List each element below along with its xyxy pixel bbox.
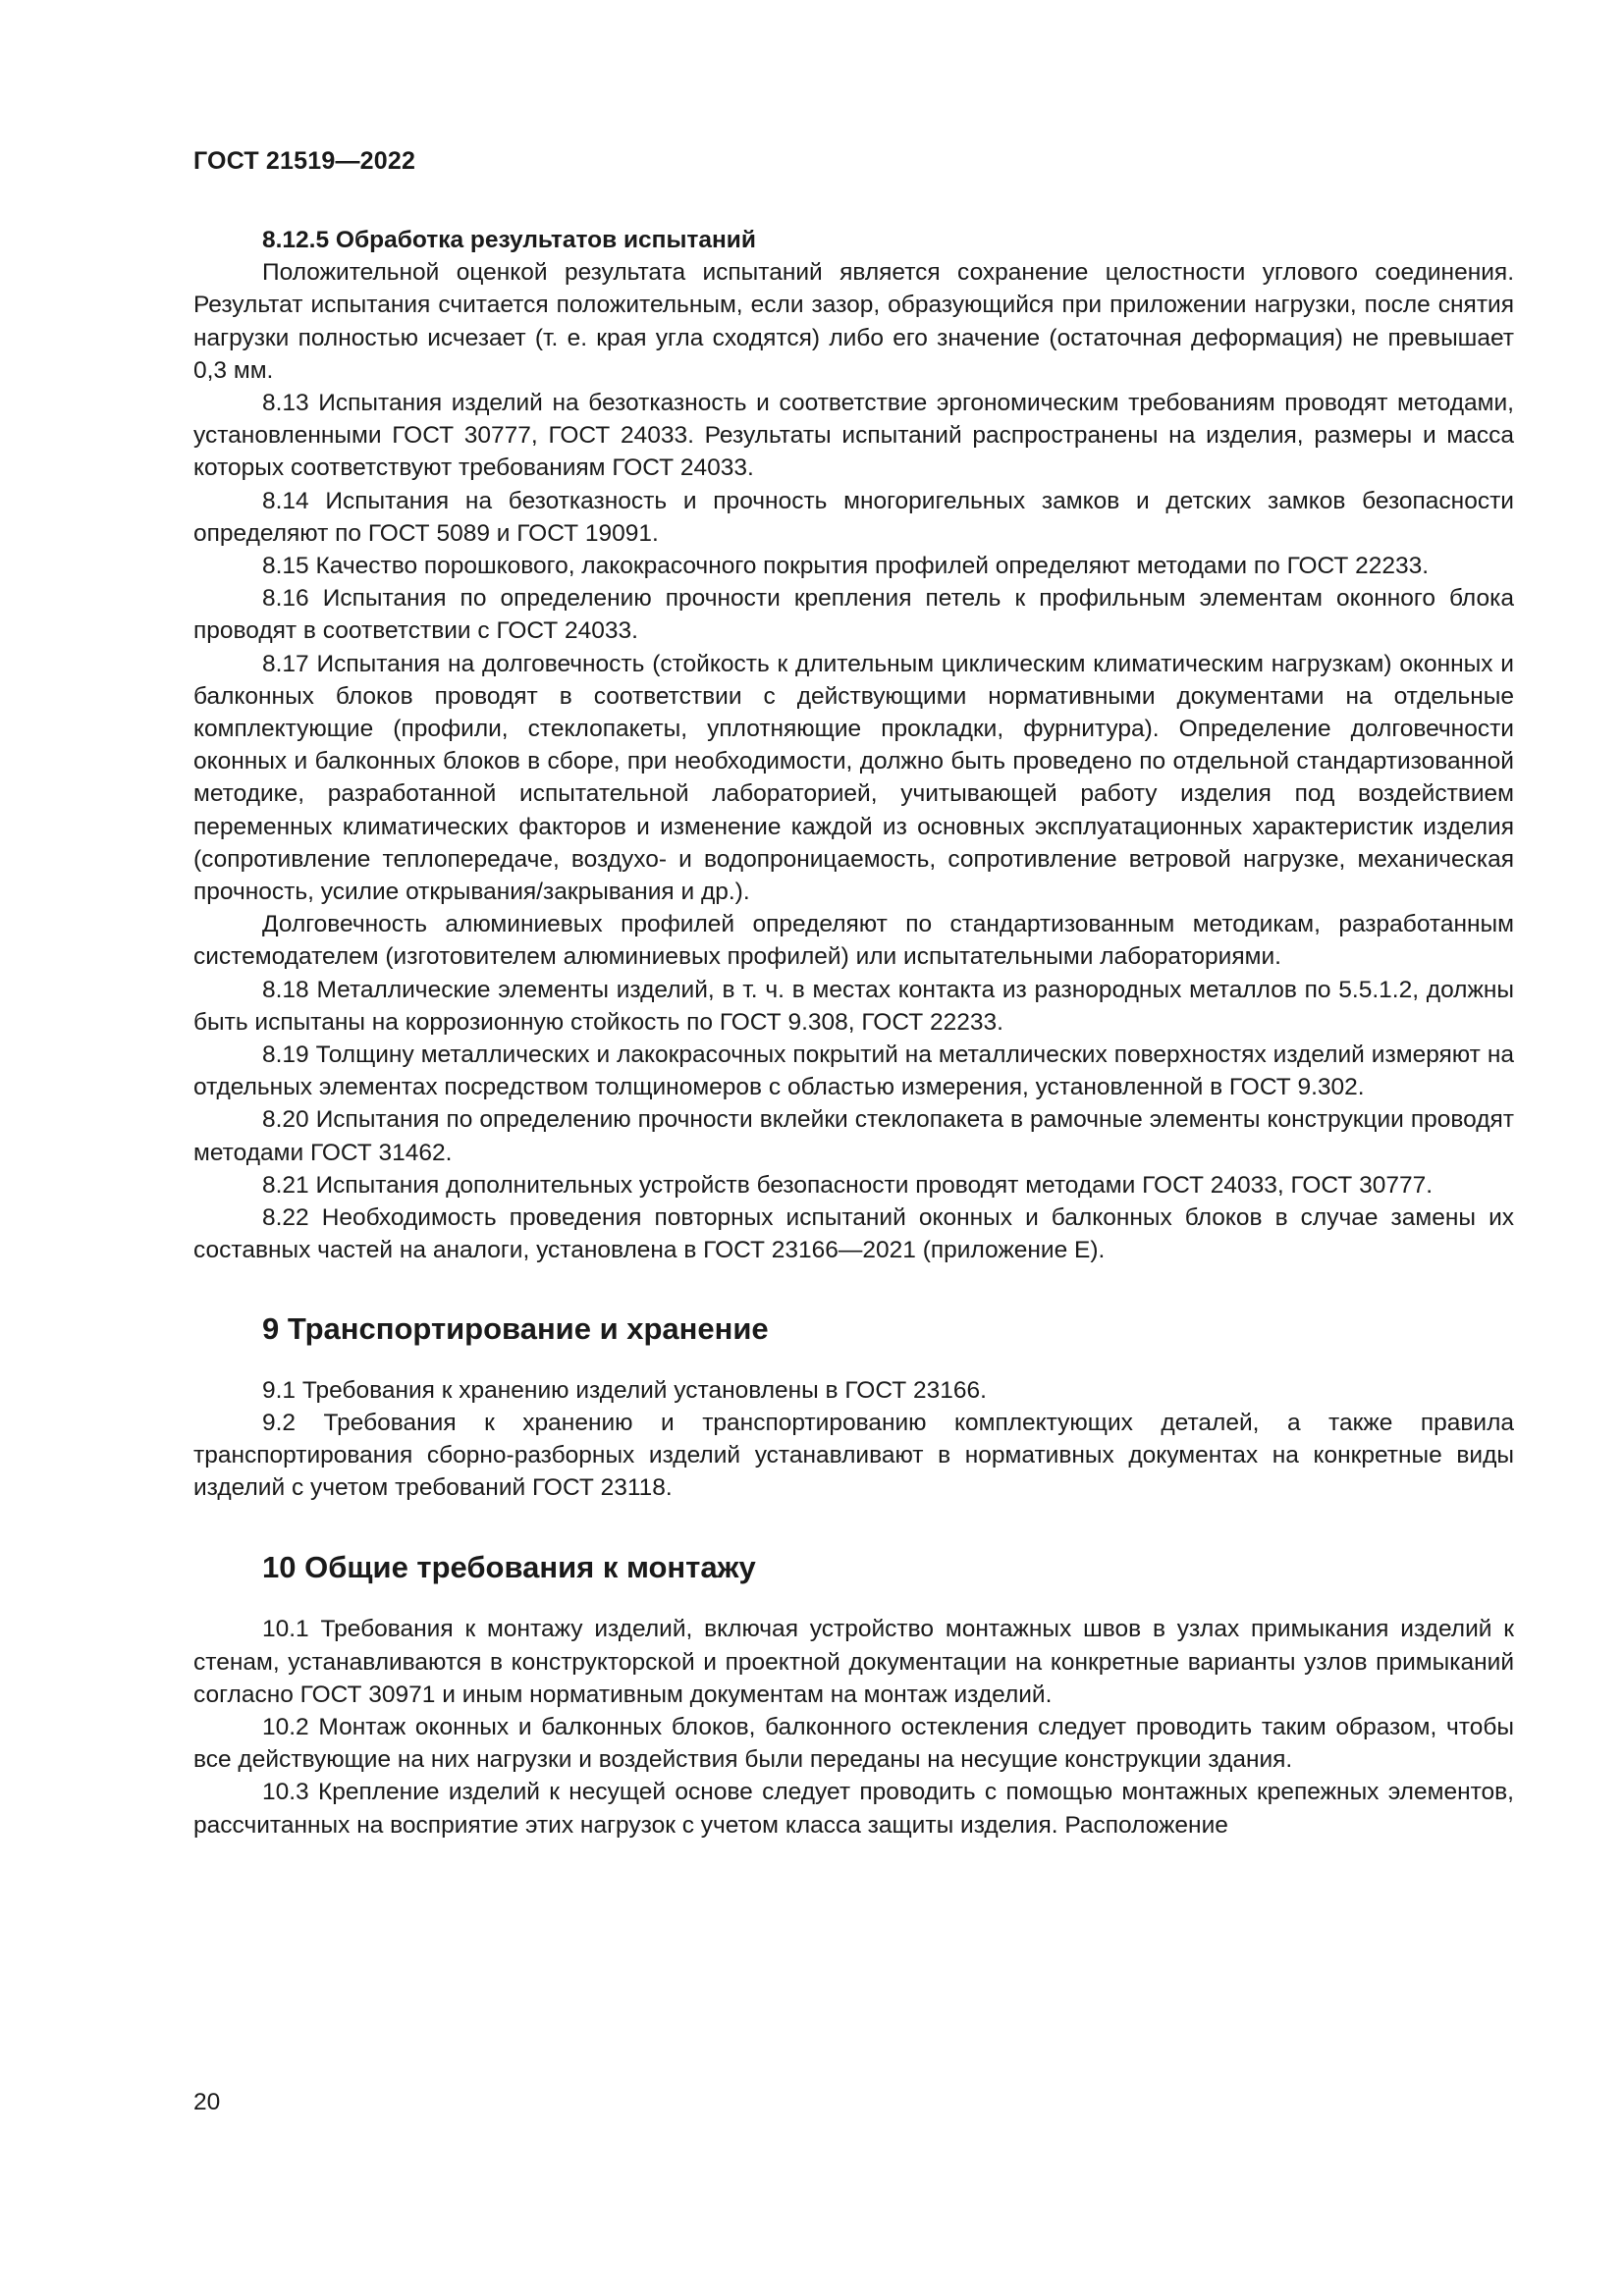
document-page — [193, 0, 1514, 2296]
section-heading-9: 9 Транспортирование и хранение — [262, 1310, 769, 1346]
paragraph-8-17: 8.17 Испытания на долговечность (стойкость к длительным циклическим климатическим нагрузкам) оконных и балконных блоков проводят в соответствии с действующими нормативными документами на отдельные комплектующие (профили, стеклопакеты, уплотняющие прокладки, фурнитура). Определение долговечности оконных и балконных блоков в сборе, при необходимости, должно быть проведено по отдельной стандартизованной методике, разработанной испытательной лабораторией, учитывающей работу изделия под воздействием переменных климатических факторов и изменение каждой из основных эксплуатационных характеристик изделия (сопротивление теплопередаче, воздухо- и водопроницаемость, сопротивление ветровой нагрузке, механическая прочность, усилие открывания/закрывания и др.). — [193, 650, 1514, 906]
subsection-title-8-12-5: 8.12.5 Обработка результатов испытаний — [262, 227, 756, 253]
document-header: ГОСТ 21519—2022 — [193, 147, 416, 175]
paragraph-8-19: 8.19 Толщину металлических и лакокрасочных покрытий на металлических поверхностях изделий измеряют на отдельных элементах посредством толщиномеров с областью измерения, установленной в ГОСТ 9.302. — [193, 1041, 1514, 1101]
paragraph-8-21: 8.21 Испытания дополнительных устройств безопасности проводят методами ГОСТ 24033, ГОСТ 30777. — [262, 1171, 1434, 1199]
paragraph-8-15: 8.15 Качество порошкового, лакокрасочного покрытия профилей определяют методами по ГОСТ 22233. — [262, 553, 1430, 580]
paragraph-8-14: 8.14 Испытания на безотказность и прочность многоригельных замков и детских замков безопасности определяют по ГОСТ 5089 и ГОСТ 19091. — [193, 487, 1514, 547]
paragraph-8-16: 8.16 Испытания по определению прочности крепления петель к профильным элементам оконного блока проводят в соответствии с ГОСТ 24033. — [193, 585, 1514, 645]
paragraph-8-13: 8.13 Испытания изделий на безотказность и соответствие эргономическим требованиям проводят методами, установленными ГОСТ 30777, ГОСТ 24033. Результаты испытаний распространены на изделия, размеры и масса которых соответствуют требованиям ГОСТ 24033. — [193, 390, 1514, 482]
paragraph-10-2: 10.2 Монтаж оконных и балконных блоков, балконного остекления следует проводить таким образом, чтобы все действующие на них нагрузки и воздействия были переданы на несущие конструкции здания. — [193, 1713, 1514, 1774]
paragraph-10-1: 10.1 Требования к монтажу изделий, включая устройство монтажных швов в узлах примыкания изделий к стенам, устанавливаются в конструкторской и проектной документации на конкретные варианты узлов примыканий согласно ГОСТ 30971 и иным нормативным документам на монтаж изделий. — [193, 1616, 1514, 1708]
page-number: 20 — [193, 2089, 221, 2115]
paragraph-8-18: 8.18 Металлические элементы изделий, в т. ч. в местах контакта из разнородных металлов по 5.5.1.2, должны быть испытаны на коррозионную стойкость по ГОСТ 9.308, ГОСТ 22233. — [193, 976, 1514, 1036]
paragraph-8-17-durability: Долговечность алюминиевых профилей определяют по стандартизованным методикам, разработанным системодателем (изготовителем алюминиевых профилей) или испытательными лабораториями. — [193, 911, 1514, 971]
section-heading-10: 10 Общие требования к монтажу — [262, 1550, 756, 1585]
paragraph-8-12-5: Положительной оценкой результата испытаний является сохранение целостности углового соединения. Результат испытания считается положительным, если зазор, образующийся при приложении нагрузки, после снятия нагрузки полностью исчезает (т. е. края угла сходятся) либо его значение (остаточная деформация) не превышает 0,3 мм. — [193, 259, 1514, 384]
paragraph-8-22: 8.22 Необходимость проведения повторных испытаний оконных и балконных блоков в случае замены их составных частей на аналоги, установлена в ГОСТ 23166—2021 (приложение Е). — [193, 1204, 1514, 1264]
paragraph-8-20: 8.20 Испытания по определению прочности вклейки стеклопакета в рамочные элементы конструкции проводят методами ГОСТ 31462. — [193, 1106, 1514, 1166]
paragraph-10-3: 10.3 Крепление изделий к несущей основе следует проводить с помощью монтажных крепежных элементов, рассчитанных на восприятие этих нагрузок с учетом класса защиты изделия. Расположение — [193, 1779, 1514, 1839]
document-body — [193, 224, 1514, 1842]
paragraph-9-1: 9.1 Требования к хранению изделий установлены в ГОСТ 23166. — [262, 1376, 987, 1404]
paragraph-9-2: 9.2 Требования к хранению и транспортированию комплектующих деталей, а также правила транспортирования сборно-разборных изделий устанавливают в нормативных документах на конкретные виды изделий с учетом требований ГОСТ 23118. — [193, 1409, 1514, 1502]
